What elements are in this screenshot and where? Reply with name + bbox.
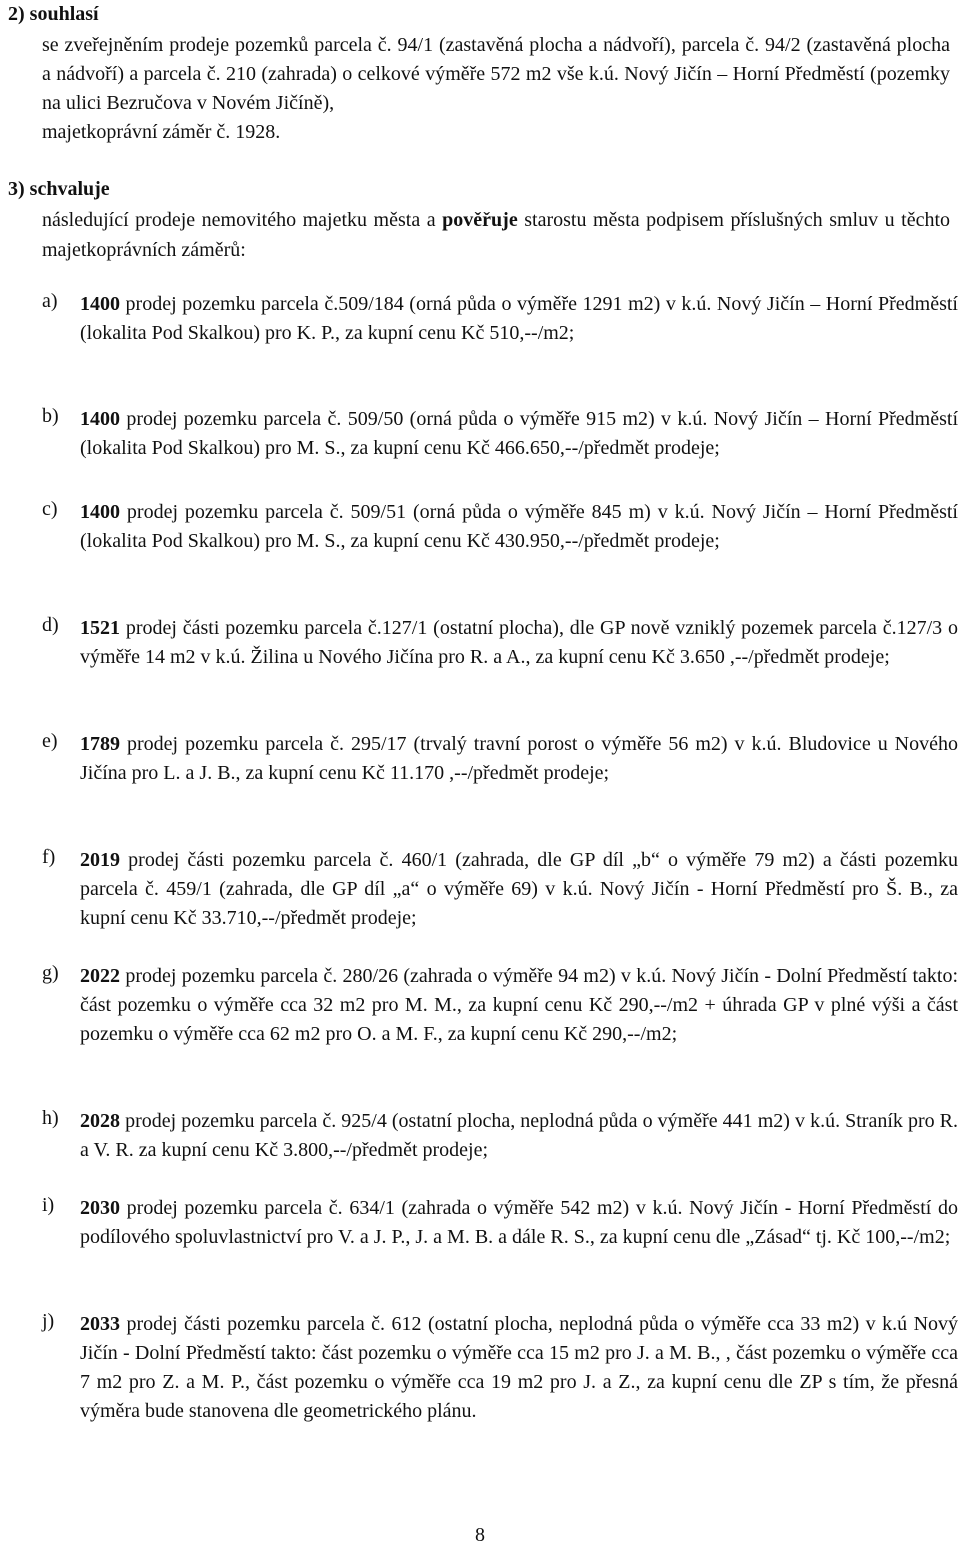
list-item-h — [42, 1107, 958, 1165]
section-2-text: se zveřejněním prodeje pozemků parcela č. 94/1 (zastavěná plocha a nádvoří), parcela č. 94/2 (zastavěná plocha a nádvoří) a parcela č. 210 (zahrada) o celkové výměře 572 m2 vše k.ú. Nový Jičín – Horní Předměstí (pozemky na ulici Bezručova v Novém Jičíně), — [42, 34, 950, 114]
item-text: prodej pozemku parcela č. 509/50 (orná půda o výměře 915 m2) v k.ú. Nový Jičín – Horní Předměstí (lokalita Pod Skalkou) pro M. S., za kupní cenu Kč 466.650,--/předmět prodeje; — [80, 408, 958, 459]
item-label: j) — [42, 1310, 55, 1332]
page-number: 8 — [475, 1524, 485, 1546]
item-label: i) — [42, 1194, 55, 1216]
item-text: prodej pozemku parcela č. 634/1 (zahrada o výměře 542 m2) v k.ú. Nový Jičín - Horní Předměstí do podílového spoluvlastnictví pro V. a J. P., J. a M. B. a dále R. S., za kupní cenu dle „Zásad“ tj. Kč 100,--/m2; — [80, 1197, 959, 1248]
item-label: g) — [42, 962, 59, 984]
item-text: prodej pozemku parcela č. 509/51 (orná půda o výměře 845 m) v k.ú. Nový Jičín – Horní Předměstí (lokalita Pod Skalkou) pro M. S., za kupní cenu Kč 430.950,--/předmět prodeje; — [80, 501, 958, 552]
list-item-i — [42, 1194, 958, 1252]
list-item-e — [42, 730, 958, 788]
list-item-d — [42, 614, 958, 672]
item-text: prodej pozemku parcela č. 925/4 (ostatní plocha, neplodná půda o výměře 441 m2) v k.ú. Straník pro R. a V. R. za kupní cenu Kč 3.800,--/předmět prodeje; — [80, 1110, 959, 1161]
section-3 — [8, 175, 952, 261]
item-number: 2022 — [80, 965, 120, 987]
section-3-heading: 3) schvaluje — [8, 178, 110, 200]
section-2-body — [42, 31, 950, 147]
section-2-text-end: majetkoprávní záměr č. 1928. — [42, 121, 281, 143]
list-item-f — [42, 846, 958, 933]
item-label: d) — [42, 614, 59, 636]
section-3-intro-bold: pověřuje — [442, 209, 518, 231]
section-3-intro-b: starostu města podpisem příslušných smluv u těchto majetkoprávních záměrů: — [42, 209, 951, 261]
item-number: 2030 — [80, 1197, 120, 1219]
item-text: prodej pozemku parcela č. 280/26 (zahrada o výměře 94 m2) v k.ú. Nový Jičín - Dolní Předměstí takto: část pozemku o výměře cca 32 m2 pro M. M., za kupní cenu Kč 290,--/m2 + úhrada GP v plné výši a část pozemku o výměře cca 62 m2 pro O. a M. F., za kupní cenu Kč 290,--/m2; — [80, 965, 958, 1045]
item-number: 2028 — [80, 1110, 120, 1132]
section-3-intro-a: následující prodeje nemovitého majetku města a — [42, 209, 436, 231]
list-item-j — [42, 1310, 958, 1426]
section-2-heading: 2) souhlasí — [8, 3, 99, 25]
item-text: prodej části pozemku parcela č. 612 (ostatní plocha, neplodná půda o výměře cca 33 m2) v k.ú Nový Jičín - Dolní Předměstí takto: část pozemku o výměře cca 15 m2 pro J. a M. B., , část pozemku o výměře cca 7 m2 pro Z. a M. P., část pozemku o výměře cca 19 m2 pro J. a Z., za kupní cenu dle ZP s tím, že přesná výměra bude stanovena dle geometrického plánu. — [80, 1313, 959, 1422]
item-label: c) — [42, 498, 58, 520]
item-label: b) — [42, 405, 59, 427]
item-label: a) — [42, 290, 58, 312]
item-number: 2019 — [80, 849, 120, 871]
item-text: prodej části pozemku parcela č.127/1 (ostatní plocha), dle GP nově vzniklý pozemek parcela č.127/3 o výměře 14 m2 v k.ú. Žilina u Nového Jičína pro R. a A., za kupní cenu Kč 3.650 ,--/předmět prodeje; — [80, 617, 958, 668]
item-text: prodej pozemku parcela č.509/184 (orná půda o výměře 1291 m2) v k.ú. Nový Jičín – Horní Předměstí (lokalita Pod Skalkou) pro K. P., za kupní cenu Kč 510,--/m2; — [80, 293, 958, 344]
item-number: 1400 — [80, 293, 120, 315]
item-number: 2033 — [80, 1313, 120, 1335]
item-number: 1400 — [80, 408, 120, 430]
item-label: f) — [42, 846, 56, 868]
item-label: h) — [42, 1107, 59, 1129]
item-number: 1789 — [80, 733, 120, 755]
item-number: 1400 — [80, 501, 120, 523]
item-text: prodej pozemku parcela č. 295/17 (trvalý travní porost o výměře 56 m2) v k.ú. Bludovice u Nového Jičína pro L. a J. B., za kupní cenu Kč 11.170 ,--/předmět prodeje; — [80, 733, 959, 784]
section-3-intro — [42, 205, 950, 265]
list-item-g — [42, 962, 958, 1049]
list-item-a — [42, 290, 958, 348]
item-number: 1521 — [80, 617, 120, 639]
list-item-b — [42, 405, 958, 463]
section-2 — [8, 0, 952, 143]
item-text: prodej části pozemku parcela č. 460/1 (zahrada, dle GP díl „b“ o výměře 79 m2) a části pozemku parcela č. 459/1 (zahrada, dle GP díl „a“ o výměře 69) v k.ú. Nový Jičín - Horní Předměstí pro Š. B., za kupní cenu Kč 33.710,--/předmět prodeje; — [80, 849, 958, 929]
list-item-c — [42, 498, 958, 556]
item-label: e) — [42, 730, 58, 752]
